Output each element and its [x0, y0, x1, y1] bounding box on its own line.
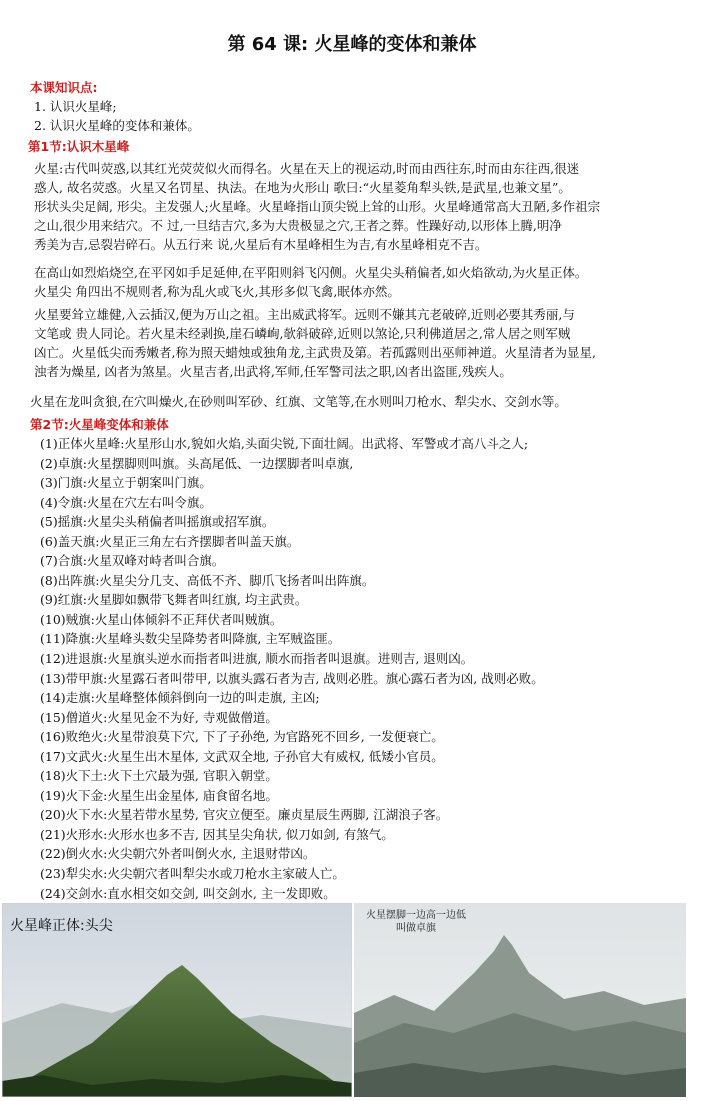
paragraph-line: 火星:古代叫荧惑,以其红光荧荧似火而得名。火星在天上的视运动,时而由西往东,时而由东往西,很迷: [34, 161, 580, 176]
list-item: (9)红旗:火星脚如飘带飞舞者叫红旗, 均主武贵。: [40, 592, 308, 608]
paragraph-line: 秀美为吉,忌裂岩碎石。从五行来 说,火星后有木星峰相生为吉,有水星峰相克不吉。: [34, 237, 488, 252]
section2-heading: 第2节:火星峰变体和兼体: [30, 417, 169, 432]
paragraph-line: 文笔或 贵人同论。若火星未经剥换,崖石嶙峋,欹斜破碎,近则以煞论,只利佛道居之,常人居之则军贼: [34, 326, 571, 341]
knowledge-heading: 本课知识点:: [30, 80, 98, 95]
list-item: (6)盖天旗:火星正三角左右齐摆脚者叫盖天旗。: [40, 533, 300, 549]
list-item: (11)降旗:火星峰头数尖呈降势者叫降旗, 主军贼盗匪。: [40, 631, 341, 647]
list-item: (23)犁尖水:火尖朝穴者叫犁尖水或刀枪水主家破人亡。: [40, 866, 345, 882]
section1-paragraph-1: [34, 159, 686, 254]
list-item: (5)摇旗:火星尖头稍偏者叫摇旗或招军旗。: [40, 514, 275, 530]
paragraph-line: 火星尖 角四出不规则者,称为乱火或飞火,其形多似飞禽,眠体亦然。: [34, 284, 400, 299]
photo-caption: [366, 909, 466, 935]
list-item: (17)文武火:火星生出木星体, 文武双全地, 子孙官大有威权, 低矮小官员。: [40, 748, 444, 764]
paragraph-line: 凶亡。火星低尖而秀嫩者,称为照天蜡烛或独角龙,主武贵及第。若孤露则出巫师神道。火星清者为显星,: [34, 345, 596, 360]
list-item: (7)合旗:火星双峰对峙者叫合旗。: [40, 553, 225, 569]
paragraph-line: 之山,很少用来结穴。不 过,一旦结吉穴,多为大贵极显之穴,王者之葬。性躁好动,以形体上腾,明净: [34, 218, 562, 233]
list-item: (16)败绝火:火星带浪莫下穴, 下了子孙绝, 为官路死不回乡, 一发便衰亡。: [40, 729, 444, 745]
paragraph-line: 火星要耸立雄健,入云插汉,便为万山之祖。主出威武将军。远则不嫌其亢老破碎,近则必要其秀丽,与: [34, 307, 575, 322]
knowledge-item: 2. 认识火星峰的变体和兼体。: [34, 118, 200, 133]
section1-paragraph-2: [34, 263, 686, 301]
variant-list: [40, 434, 680, 903]
list-item: (4)令旗:火星在穴左右叫令旗。: [40, 494, 212, 510]
list-item: (20)火下水:火星若带水星势, 官灾立便至。廉贞星辰生两脚, 江湖浪子客。: [40, 807, 449, 823]
list-item: (18)火下土:火下土穴最为强, 官职入朝堂。: [40, 768, 278, 784]
paragraph-line: 火星在龙叫贪狼,在穴叫燥火,在砂则叫军砂、红旗、文笔等,在水则叫刀枪水、犁尖水、交剑水等。: [30, 394, 567, 409]
knowledge-item: 1. 认识火星峰;: [34, 99, 117, 114]
paragraph-line: 浊者为燥星, 凶者为煞星。火星吉者,出武将,军师,任军警司法之职,凶者出盗匪,残疾人。: [34, 364, 512, 379]
list-item: (21)火形水:火形水也多不吉, 因其呈尖角状, 似刀如剑, 有煞气。: [40, 826, 394, 842]
list-item: (24)交剑水:直水相交如交剑, 叫交剑水, 主一发即败。: [40, 885, 336, 901]
photo-caption-line: 叫做卓旗: [396, 923, 436, 934]
photo-caption-line: 火星摆脚一边高一边低: [366, 910, 466, 921]
list-item: (12)进退旗:火星旗头逆水而指者叫进旗, 顺水而指者叫退旗。进则吉, 退则凶。: [40, 651, 474, 667]
section1-paragraph-4: [30, 392, 682, 411]
list-item: (19)火下金:火星生出金星体, 庙食留名地。: [40, 787, 278, 803]
list-item: (15)僧道火:火星见金不为好, 寺观做僧道。: [40, 709, 278, 725]
list-item: (3)门旗:火星立于朝案叫门旗。: [40, 475, 212, 491]
photo-caption: 火星峰正体:头尖: [10, 918, 113, 934]
paragraph-line: 在高山如烈焰烧空,在平冈如手足延伸,在平阳则斜飞闪侧。火星尖头稍偏者,如火焰欲动,为火星正体。: [34, 265, 588, 280]
photo-mountain-zhuoqi: [354, 903, 686, 1097]
list-item: (8)出阵旗:火星尖分几支、高低不齐、脚爪飞扬者叫出阵旗。: [40, 572, 375, 588]
photo-mountain-main-body: [2, 903, 352, 1097]
list-item: (14)走旗:火星峰整体倾斜倒向一边的叫走旗, 主凶;: [40, 690, 320, 706]
list-item: (10)贼旗:火星山体倾斜不正拜伏者叫贼旗。: [40, 611, 283, 627]
list-item: (22)倒火水:火尖朝穴外者叫倒火水, 主退财带凶。: [40, 846, 316, 862]
list-item: (1)正体火星峰:火星形山水,貌如火焰,头面尖锐,下面壮阔。出武将、军警或才高八斗之人;: [40, 436, 529, 451]
list-item: (2)卓旗:火星摆脚则叫旗。头高尾低、一边摆脚者叫卓旗,: [40, 455, 354, 471]
section1-paragraph-3: [34, 305, 686, 381]
paragraph-line: 惑人, 故名荧惑。火星又名罚星、执法。在地为火形山 歌曰:“火星菱角犁头铁,是武星,也兼文星”。: [34, 180, 571, 195]
list-item: (13)带甲旗:火星露石者叫带甲, 以旗头露石者为吉, 战则必胜。旗心露石者为凶, 战则必败。: [40, 670, 544, 686]
paragraph-line: 形状头尖足阔, 形尖。主发强人;火星峰。火星峰指山顶尖锐上耸的山形。火星峰通常高大丑陋,多作祖宗: [34, 199, 601, 214]
page-title: 第 64 课: 火星峰的变体和兼体: [227, 34, 477, 55]
knowledge-list: [34, 97, 200, 135]
section1-heading: 第1节:认识木星峰: [28, 139, 130, 154]
